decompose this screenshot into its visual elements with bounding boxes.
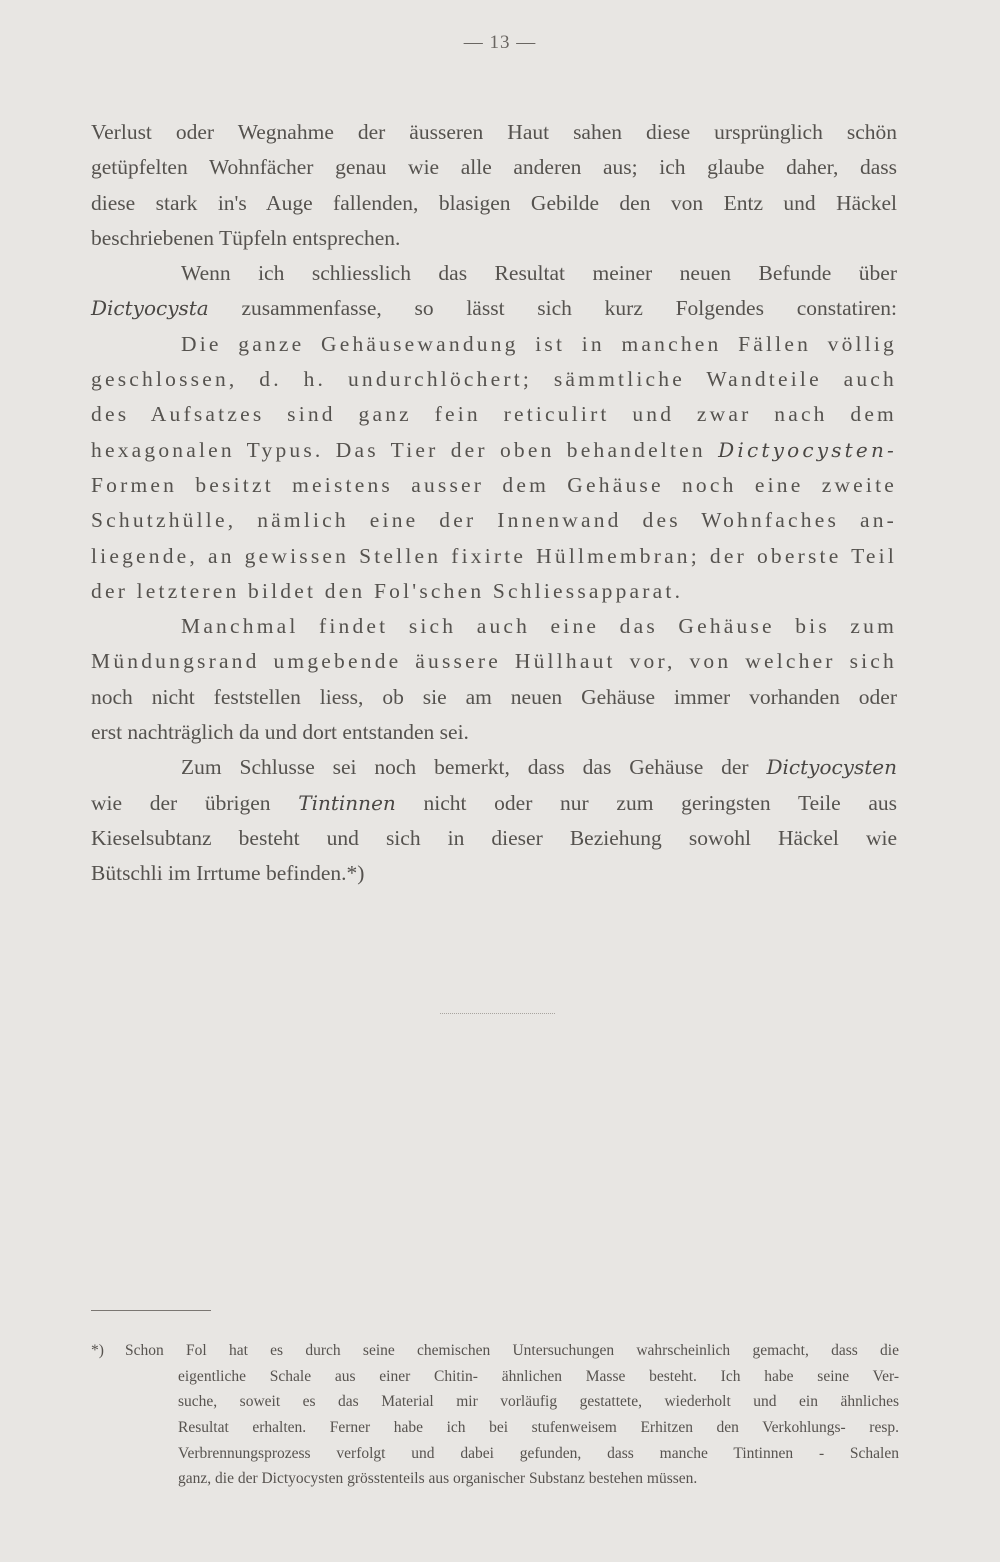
body-line: der letzteren bildet den Fol'schen Schliessapparat. <box>91 578 684 603</box>
footnote-line: ganz, die der Dictyocysten grösstenteils aus organischer Substanz bestehen müssen. <box>178 1470 698 1488</box>
body-line: Die ganze Gehäusewandung ist in manchen Fällen völlig <box>181 331 897 356</box>
footnote-line: eigentliche Schale aus einer Chitin- ähnlichen Masse besteht. Ich habe seine Ver- <box>178 1367 899 1385</box>
body-line: erst nachträglich da und dort entstanden sei. <box>91 720 469 745</box>
body-line: Bütschli im Irrtume befinden.*) <box>91 861 365 886</box>
body-line: Wenn ich schliesslich das Resultat meiner neuen Befunde über <box>181 261 897 286</box>
body-line: hexagonalen Typus. Das Tier der oben behandelten Dictyocysten- <box>91 437 897 462</box>
dotted-separator <box>440 1013 555 1014</box>
body-line: liegende, an gewissen Stellen fixirte Hüllmembran; der oberste Teil <box>91 543 897 568</box>
body-line: Mündungsrand umgebende äussere Hüllhaut vor, von welcher sich <box>91 649 897 674</box>
footnote-marker: *) <box>91 1342 104 1359</box>
page-number: — 13 — <box>463 32 537 53</box>
footnote-rule <box>91 1310 211 1311</box>
body-line: wie der übrigen Tintinnen nicht oder nur zum geringsten Teile aus <box>91 790 897 815</box>
footnote-line: suche, soweit es das Material mir vorläufig gestattete, wiederholt und ein ähnliches <box>178 1393 899 1411</box>
footnote-text: Schon Fol hat es durch seine chemischen Untersuchungen wahrscheinlich gemacht, dass die <box>125 1342 899 1359</box>
footnote-line: Resultat erhalten. Ferner habe ich bei stufenweisem Erhitzen den Verkohlungs- resp. <box>178 1419 899 1437</box>
body-line: Dictyocysta zusammenfasse, so lässt sich kurz Folgendes constatiren: <box>91 296 897 321</box>
body-line: Zum Schlusse sei noch bemerkt, dass das Gehäuse der Dictyocysten <box>181 755 897 780</box>
footnote-line: Verbrennungsprozess verfolgt und dabei gefunden, dass manche Tintinnen - Schalen <box>178 1444 899 1462</box>
footnote-line <box>91 1338 899 1364</box>
body-line: noch nicht feststellen liess, ob sie am neuen Gehäuse immer vorhanden oder <box>91 684 897 709</box>
body-line: des Aufsatzes sind ganz fein reticulirt und zwar nach dem <box>91 402 897 427</box>
body-line: Kieselsubtanz besteht und sich in dieser Beziehung sowohl Häckel wie <box>91 825 897 850</box>
body-text <box>91 115 897 892</box>
body-line: Schutzhülle, nämlich eine der Innenwand des Wohnfaches an- <box>91 508 897 533</box>
body-line: beschriebenen Tüpfeln entsprechen. <box>91 225 401 250</box>
body-line: Verlust oder Wegnahme der äusseren Haut sahen diese ursprünglich schön <box>91 120 897 144</box>
body-line: Manchmal findet sich auch eine das Gehäuse bis zum <box>181 614 897 639</box>
body-line: diese stark in's Auge fallenden, blasigen Gebilde den von Entz und Häckel <box>91 190 897 215</box>
footnote <box>91 1338 899 1492</box>
body-line: Formen besitzt meistens ausser dem Gehäuse noch eine zweite <box>91 472 897 497</box>
body-line: getüpfelten Wohnfächer genau wie alle anderen aus; ich glaube daher, dass <box>91 155 897 180</box>
body-line: geschlossen, d. h. undurchlöchert; sämmtliche Wandteile auch <box>91 367 897 392</box>
